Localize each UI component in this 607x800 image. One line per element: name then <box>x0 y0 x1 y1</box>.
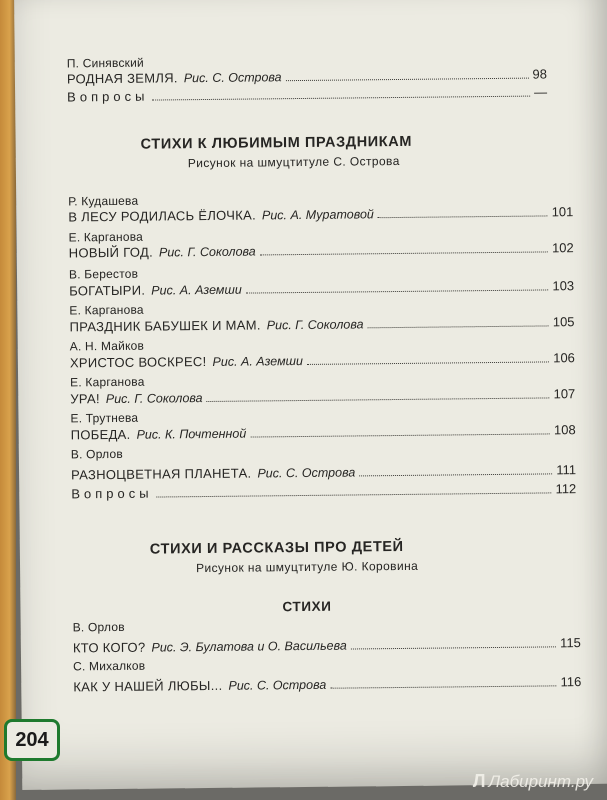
author: В. Орлов <box>72 619 125 635</box>
author: Е. Трутнева <box>70 410 139 426</box>
toc-entry <box>71 422 576 445</box>
entry-page: 102 <box>551 240 574 256</box>
labirint-logo-icon: Л <box>472 771 486 791</box>
entry-page: 107 <box>553 386 576 402</box>
leader-dots <box>250 433 550 437</box>
entry-title: В ЛЕСУ РОДИЛАСЬ ЁЛОЧКА. <box>68 207 257 225</box>
author: П. Синявский <box>66 55 144 71</box>
toc-entry <box>70 386 575 409</box>
watermark-text: Лабиринт.ру <box>488 772 593 791</box>
leader-dots <box>359 473 552 476</box>
book-edge <box>0 0 16 800</box>
entry-title: РОДНАЯ ЗЕМЛЯ. <box>66 70 178 87</box>
watermark <box>473 771 593 792</box>
toc-entry <box>70 350 575 373</box>
toc-entry <box>69 314 574 337</box>
entry-illustrator: Рис. А. Аземши <box>151 282 242 298</box>
entry-page: 103 <box>552 278 575 294</box>
toc-entry <box>68 204 573 227</box>
book-page <box>14 0 607 790</box>
questions-label: Вопросы <box>71 485 153 502</box>
entry-illustrator: Рис. А. Муратовой <box>261 207 374 223</box>
questions-entry <box>67 84 547 107</box>
entry-page: — <box>534 84 548 100</box>
section-subheading: Рисунок на шмуцтитуле С. Острова <box>187 153 400 171</box>
leader-dots <box>368 325 549 328</box>
entry-illustrator: Рис. Э. Булатова и О. Васильева <box>151 638 347 655</box>
leader-dots <box>330 685 556 688</box>
entry-page: 106 <box>553 350 575 366</box>
toc-entry <box>73 674 581 697</box>
section-subheading: Рисунок на шмуцтитуле Ю. Коровина <box>195 558 419 576</box>
entry-title: РАЗНОЦВЕТНАЯ ПЛАНЕТА. <box>71 465 252 483</box>
entry-illustrator: Рис. А. Аземши <box>212 353 304 369</box>
toc-entry <box>73 635 581 658</box>
entry-title: НОВЫЙ ГОД. <box>68 244 154 261</box>
author: А. Н. Майков <box>69 338 145 354</box>
entry-title: ПРАЗДНИК БАБУШЕК И МАМ. <box>69 317 261 335</box>
entry-title: БОГАТЫРИ. <box>69 282 146 299</box>
section-heading: СТИХИ И РАССКАЗЫ ПРО ДЕТЕЙ <box>149 538 404 558</box>
author: С. Михалков <box>73 658 146 674</box>
entry-illustrator: Рис. Г. Соколова <box>105 391 203 407</box>
author: Е. Карганова <box>69 302 144 318</box>
leader-dots <box>351 646 556 649</box>
entry-illustrator: Рис. Г. Соколова <box>158 244 256 260</box>
entry-page: 101 <box>551 204 574 220</box>
entry-illustrator: Рис. К. Почтенной <box>136 426 247 442</box>
entry-illustrator: Рис. С. Острова <box>183 70 282 86</box>
author: Р. Кудашева <box>68 193 139 209</box>
leader-dots <box>260 251 548 255</box>
leader-dots <box>157 492 552 497</box>
author: Е. Карганова <box>70 374 145 390</box>
page-number-badge: 204 <box>4 719 60 761</box>
toc-entry <box>69 278 574 301</box>
entry-title: ХРИСТОС ВОСКРЕС! <box>69 354 207 371</box>
author: В. Берестов <box>68 266 139 282</box>
entry-title: УРА! <box>70 391 100 407</box>
entry-page: 105 <box>552 314 575 330</box>
questions-label: Вопросы <box>67 88 149 105</box>
entry-title: КАК У НАШЕЙ ЛЮБЫ... <box>73 677 223 695</box>
entry-illustrator: Рис. С. Острова <box>228 677 327 693</box>
entry-page: 116 <box>560 674 582 690</box>
leader-dots <box>307 361 549 365</box>
questions-entry <box>71 481 576 504</box>
entry-page: 115 <box>560 635 581 651</box>
leader-dots <box>286 78 529 82</box>
leader-dots <box>378 215 548 218</box>
author: Е. Карганова <box>68 229 144 245</box>
subsection-heading: СТИХИ <box>282 598 332 615</box>
section-heading: СТИХИ К ЛЮБИМЫМ ПРАЗДНИКАМ <box>140 133 413 153</box>
entry-illustrator: Рис. С. Острова <box>257 465 356 481</box>
entry-page: 98 <box>532 66 547 82</box>
entry-title: ПОБЕДА. <box>70 426 131 443</box>
toc-entry <box>69 240 574 263</box>
entry-illustrator: Рис. Г. Соколова <box>266 317 364 333</box>
entry-title: КТО КОГО? <box>72 639 146 656</box>
entry-page: 108 <box>553 422 576 438</box>
leader-dots <box>207 397 550 402</box>
entry-page: 112 <box>555 481 577 497</box>
author: В. Орлов <box>70 446 123 462</box>
leader-dots <box>152 96 530 101</box>
entry-page: 111 <box>556 462 577 478</box>
leader-dots <box>246 289 549 293</box>
